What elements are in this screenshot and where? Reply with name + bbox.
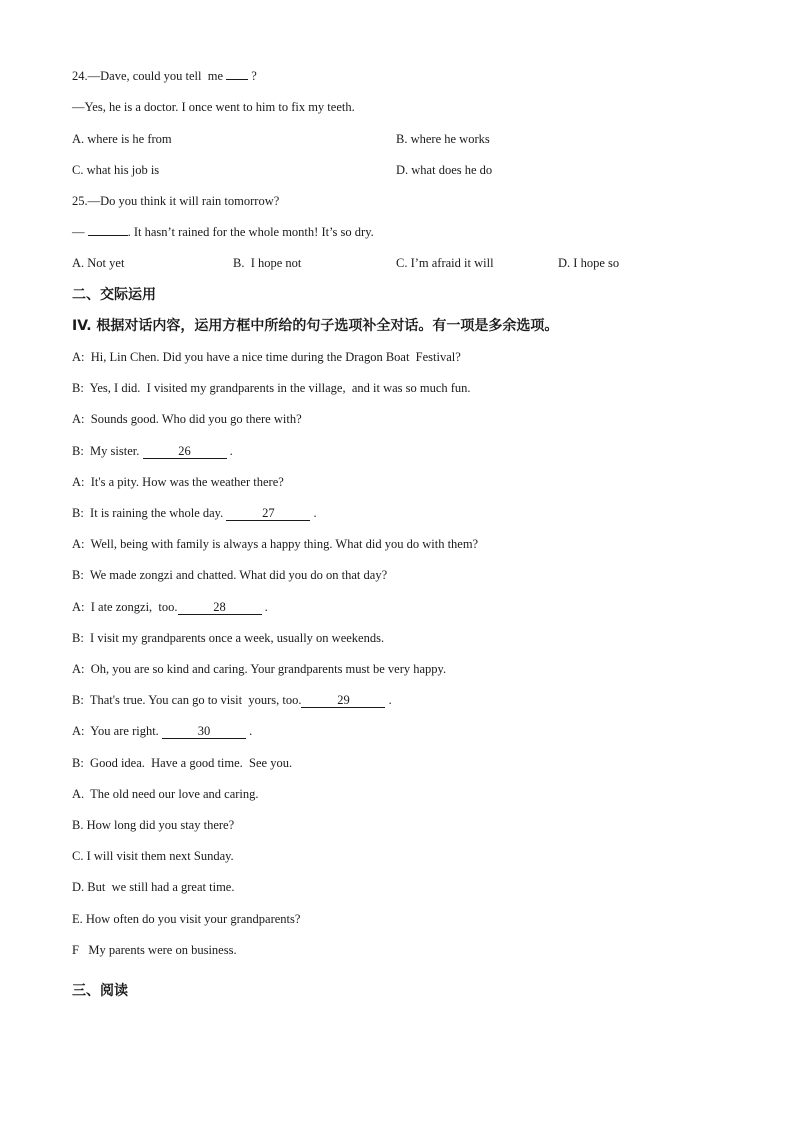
choice-e: E. How often do you visit your grandparents? (72, 912, 301, 926)
dialogue-line-9-prefix: A: I ate zongzi, too. (72, 600, 178, 614)
q25-reply-suffix: . It hasn’t rained for the whole month! It’s so dry. (127, 225, 374, 239)
dialogue-line-1: A: Hi, Lin Chen. Did you have a nice time during the Dragon Boat Festival? (72, 350, 461, 364)
q25-option-b: B. I hope not (233, 256, 302, 270)
dialogue-line-12-prefix: B: That's true. You can go to visit yours, too. (72, 693, 302, 707)
blank-30: 30 (162, 724, 246, 739)
choice-a: A. The old need our love and caring. (72, 787, 259, 801)
q24-stem-suffix: ? (248, 69, 257, 83)
q25-reply-prefix: — (72, 225, 88, 239)
dialogue-line-3: A: Sounds good. Who did you go there with? (72, 412, 302, 426)
dialogue-line-12 (72, 692, 392, 708)
dialogue-line-12-suffix: . (385, 693, 392, 707)
dialogue-line-6-suffix: . (310, 506, 317, 520)
dialogue-line-4 (72, 443, 233, 459)
q24-option-d: D. what does he do (396, 163, 493, 177)
q24-option-a: A. where is he from (72, 132, 172, 146)
q24-stem (72, 68, 257, 84)
q25-option-d: D. I hope so (558, 256, 620, 270)
q24-option-b: B. where he works (396, 132, 490, 146)
q25-option-c: C. I’m afraid it will (396, 256, 494, 270)
dialogue-line-6-prefix: B: It is raining the whole day. (72, 506, 227, 520)
dialogue-line-6 (72, 505, 317, 521)
dialogue-line-8: B: We made zongzi and chatted. What did you do on that day? (72, 568, 388, 582)
dialogue-line-4-prefix: B: My sister. (72, 444, 143, 458)
q25-stem: 25.—Do you think it will rain tomorrow? (72, 194, 280, 208)
dialogue-line-4-suffix: . (226, 444, 233, 458)
section-2-title: 二、交际运用 (72, 287, 156, 303)
dialogue-line-14: B: Good idea. Have a good time. See you. (72, 756, 293, 770)
dialogue-line-5: A: It's a pity. How was the weather there? (72, 475, 284, 489)
q24-option-c: C. what his job is (72, 163, 160, 177)
dialogue-line-13-suffix: . (245, 724, 253, 738)
q25-blank (88, 235, 128, 236)
section-3-title: 三、阅读 (72, 983, 128, 999)
blank-26: 26 (143, 444, 227, 459)
dialogue-line-7: A: Well, being with family is always a happy thing. What did you do with them? (72, 537, 479, 551)
blank-27: 27 (226, 506, 310, 521)
q25-option-a: A. Not yet (72, 256, 125, 270)
dialogue-line-9 (72, 599, 268, 615)
q24-blank (226, 79, 248, 80)
choice-c: C. I will visit them next Sunday. (72, 849, 234, 863)
blank-28: 28 (178, 600, 262, 615)
dialogue-line-2: B: Yes, I did. I visited my grandparents in the village, and it was so much fun. (72, 381, 471, 395)
choice-d: D. But we still had a great time. (72, 880, 235, 894)
dialogue-line-13 (72, 723, 252, 739)
dialogue-line-9-suffix: . (261, 600, 268, 614)
q24-reply: —Yes, he is a doctor. I once went to him to fix my teeth. (72, 100, 355, 114)
section-2-instruction: IV. 根据对话内容，运用方框中所给的句子选项补全对话。有一项是多余选项。 (72, 318, 559, 334)
blank-29: 29 (301, 693, 385, 708)
dialogue-line-11: A: Oh, you are so kind and caring. Your grandparents must be very happy. (72, 662, 447, 676)
dialogue-line-10: B: I visit my grandparents once a week, usually on weekends. (72, 631, 385, 645)
q25-reply (72, 224, 374, 240)
choice-b: B. How long did you stay there? (72, 818, 235, 832)
dialogue-line-13-prefix: A: You are right. (72, 724, 162, 738)
choice-f: F My parents were on business. (72, 943, 237, 957)
q24-stem-prefix: 24.—Dave, could you tell me (72, 69, 227, 83)
